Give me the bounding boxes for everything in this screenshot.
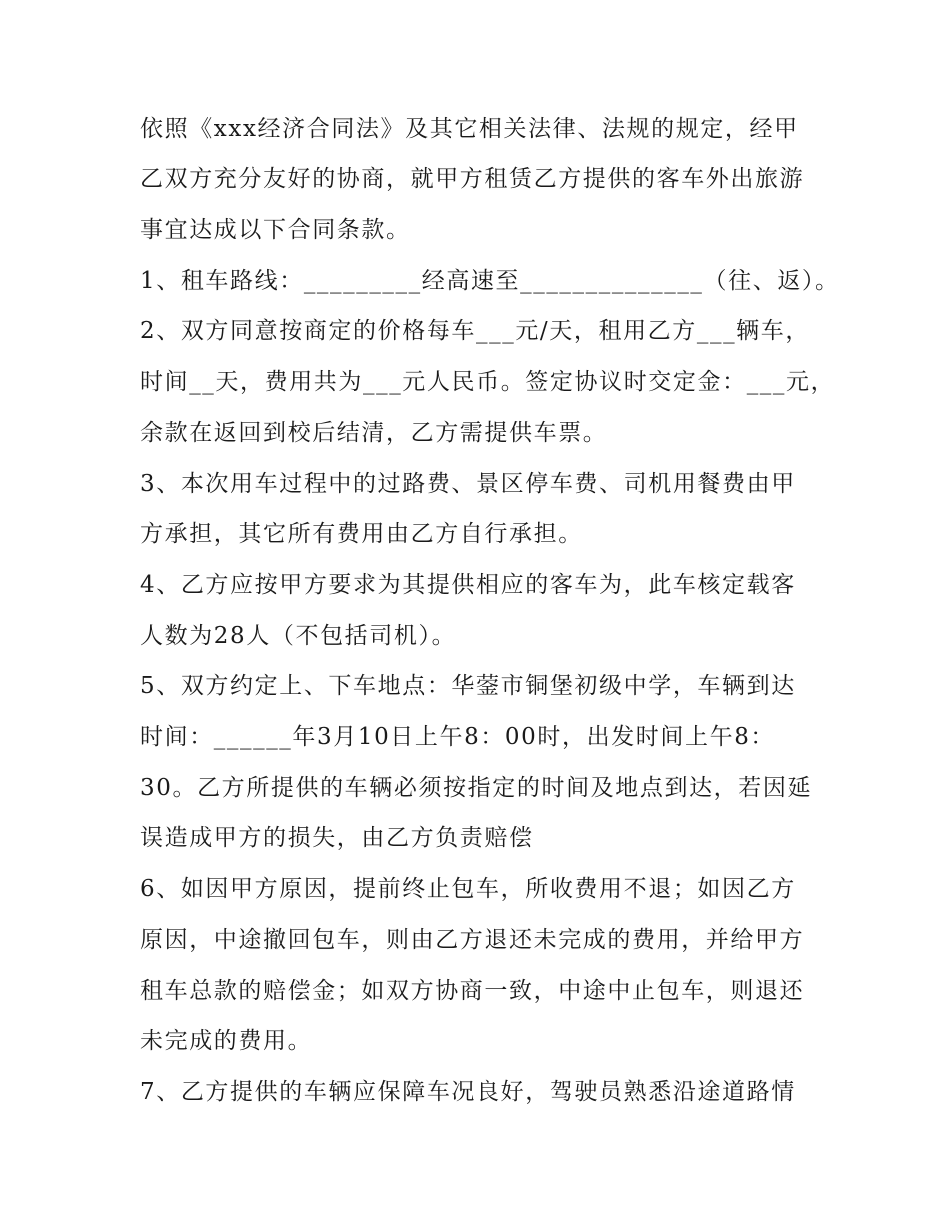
clause-3-line: 3、本次用车过程中的过路费、景区停车费、司机用餐费由甲: [140, 471, 796, 497]
clause-6-line: 6、如因甲方原因，提前终止包车，所收费用不退；如因乙方: [140, 876, 796, 902]
clause-4-line: 4、乙方应按甲方要求为其提供相应的客车为，此车核定载客: [140, 572, 796, 598]
text-line: 余款在返回到校后结清，乙方需提供车票。: [140, 420, 608, 446]
text-line: 乙双方充分友好的协商，就甲方租赁乙方提供的客车外出旅游: [140, 166, 805, 192]
text-line: 时间__天，费用共为___元人民币。签定协议时交定金：___元，: [140, 369, 836, 395]
clause-2-line: 2、双方同意按商定的价格每车___元/天，租用乙方___辆车，: [140, 318, 810, 344]
text-line: 方承担，其它所有费用由乙方自行承担。: [140, 521, 583, 547]
text-line: 原因，中途撤回包车，则由乙方退还未完成的费用，并给甲方: [140, 927, 805, 953]
text-line: 时间：______年3月10日上午8：00时，出发时间上午8：: [140, 724, 776, 750]
text-line: 30。乙方所提供的车辆必须按指定的时间及地点到达，若因延: [140, 775, 813, 801]
clause-1-line: 1、租车路线：_________经高速至______________（往、返）。: [140, 268, 840, 294]
text-line: 未完成的费用。: [140, 1028, 313, 1054]
text-line: 租车总款的赔偿金；如双方协商一致，中途中止包车，则退还: [140, 978, 805, 1004]
text-line: 误造成甲方的损失，由乙方负责赔偿: [140, 825, 534, 851]
text-line: 人数为28人（不包括司机）。: [140, 623, 457, 649]
text-line: 依照《xxx经济合同法》及其它相关法律、法规的规定，经甲: [140, 116, 799, 142]
clause-7-line: 7、乙方提供的车辆应保障车况良好，驾驶员熟悉沿途道路情: [140, 1079, 796, 1105]
clause-5-line: 5、双方约定上、下车地点：华蓥市铜堡初级中学，车辆到达: [140, 673, 796, 699]
text-line: 事宜达成以下合同条款。: [140, 217, 411, 243]
